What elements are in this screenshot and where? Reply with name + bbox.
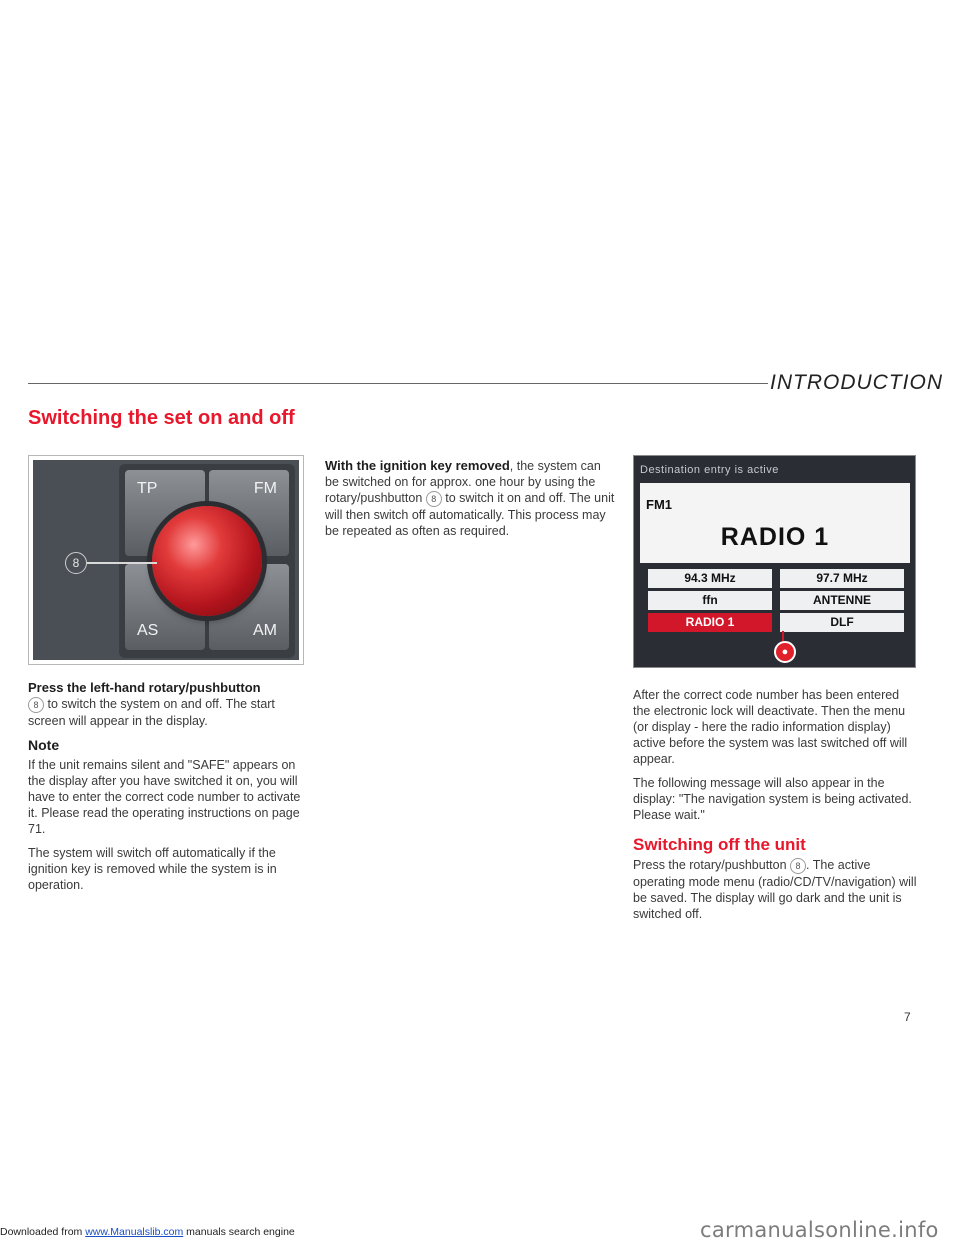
callout-marker-icon: ● [774,641,796,663]
station-name: RADIO 1 [720,523,830,551]
left-text-column [28,680,304,901]
callout-line [87,562,157,564]
code-paragraph: After the correct code number has been entered the electronic lock will deactivate. Then the menu (or display - here the radio information display) active before the system was last switched off will appear. [633,688,908,766]
preset-item: DLF [780,613,904,632]
middle-text-column [325,458,615,547]
preset-item: 94.3 MHz [648,569,772,588]
preset-grid [640,569,910,635]
ignition-bold: With the ignition key removed [325,458,510,473]
section-label: INTRODUCTION [770,371,943,394]
preset-item-selected: RADIO 1 [648,613,772,632]
watermark-text: carmanualsonline.info [700,1218,939,1242]
ignition-text-2: to switch it on and off. The unit will then switch off automatically. This process may be repeated as often as required. [325,491,615,538]
control-panel [119,464,295,658]
rotary-pushbutton [152,506,262,616]
ignition-paragraph [325,458,615,539]
page-number: 7 [904,1010,911,1024]
tp-key-label: TP [137,480,158,497]
header-rule [28,383,768,384]
status-bar: Destination entry is active [640,464,779,476]
switch-off-text-1: Press the rotary/pushbutton [633,858,791,872]
right-text-column [633,687,918,930]
note-heading: Note [28,736,60,753]
fm-key-label: FM [253,480,277,497]
preset-item: ANTENNE [780,591,904,610]
am-key-label: AM [253,622,277,639]
switch-off-text-2: . The active operating mode menu (radio/CD/TV/navigation) will be saved. The display will go dark and the unit is switched off. [633,858,917,921]
knob-photo [28,455,304,665]
message-paragraph: The following message will also appear in the display: "The navigation system is being activated. Please wait." [633,776,912,822]
download-footer [0,1226,295,1238]
lead-bold: Press the left-hand rotary/pushbutton [28,680,261,695]
manualslib-link[interactable]: www.Manualslib.com [85,1226,184,1238]
lead-rest: to switch the system on and off. The start screen will appear in the display. [28,697,275,728]
preset-item: ffn [648,591,772,610]
switch-off-paragraph [633,857,918,922]
band-label: FM1 [646,497,672,512]
button-8-badge: 8 [28,697,44,713]
note-paragraph-2: The system will switch off automatically if the ignition key is removed while the system is in operation. [28,845,277,892]
preset-item: 97.7 MHz [780,569,904,588]
footer-prefix: Downloaded from [0,1226,86,1238]
callout-number: 8 [65,552,87,574]
lead-paragraph [28,680,304,729]
radio-display-screenshot [633,455,916,668]
button-8-badge: 8 [426,491,442,507]
footer-suffix: manuals search engine [183,1226,295,1238]
radio-info-panel [640,483,910,563]
button-8-badge: 8 [790,858,806,874]
switch-off-heading: Switching off the unit [633,835,806,854]
note-paragraph-1: If the unit remains silent and "SAFE" appears on the display after you have switched it on, you will have to enter the correct code number to activate it. Please read the operating instructions on page 71. [28,757,301,836]
as-key-label: AS [137,622,159,639]
page-title: Switching the set on and off [28,407,295,429]
ignition-text-1: , the system can be switched on for approx. one hour by using the rotary/pushbutton [325,459,601,505]
